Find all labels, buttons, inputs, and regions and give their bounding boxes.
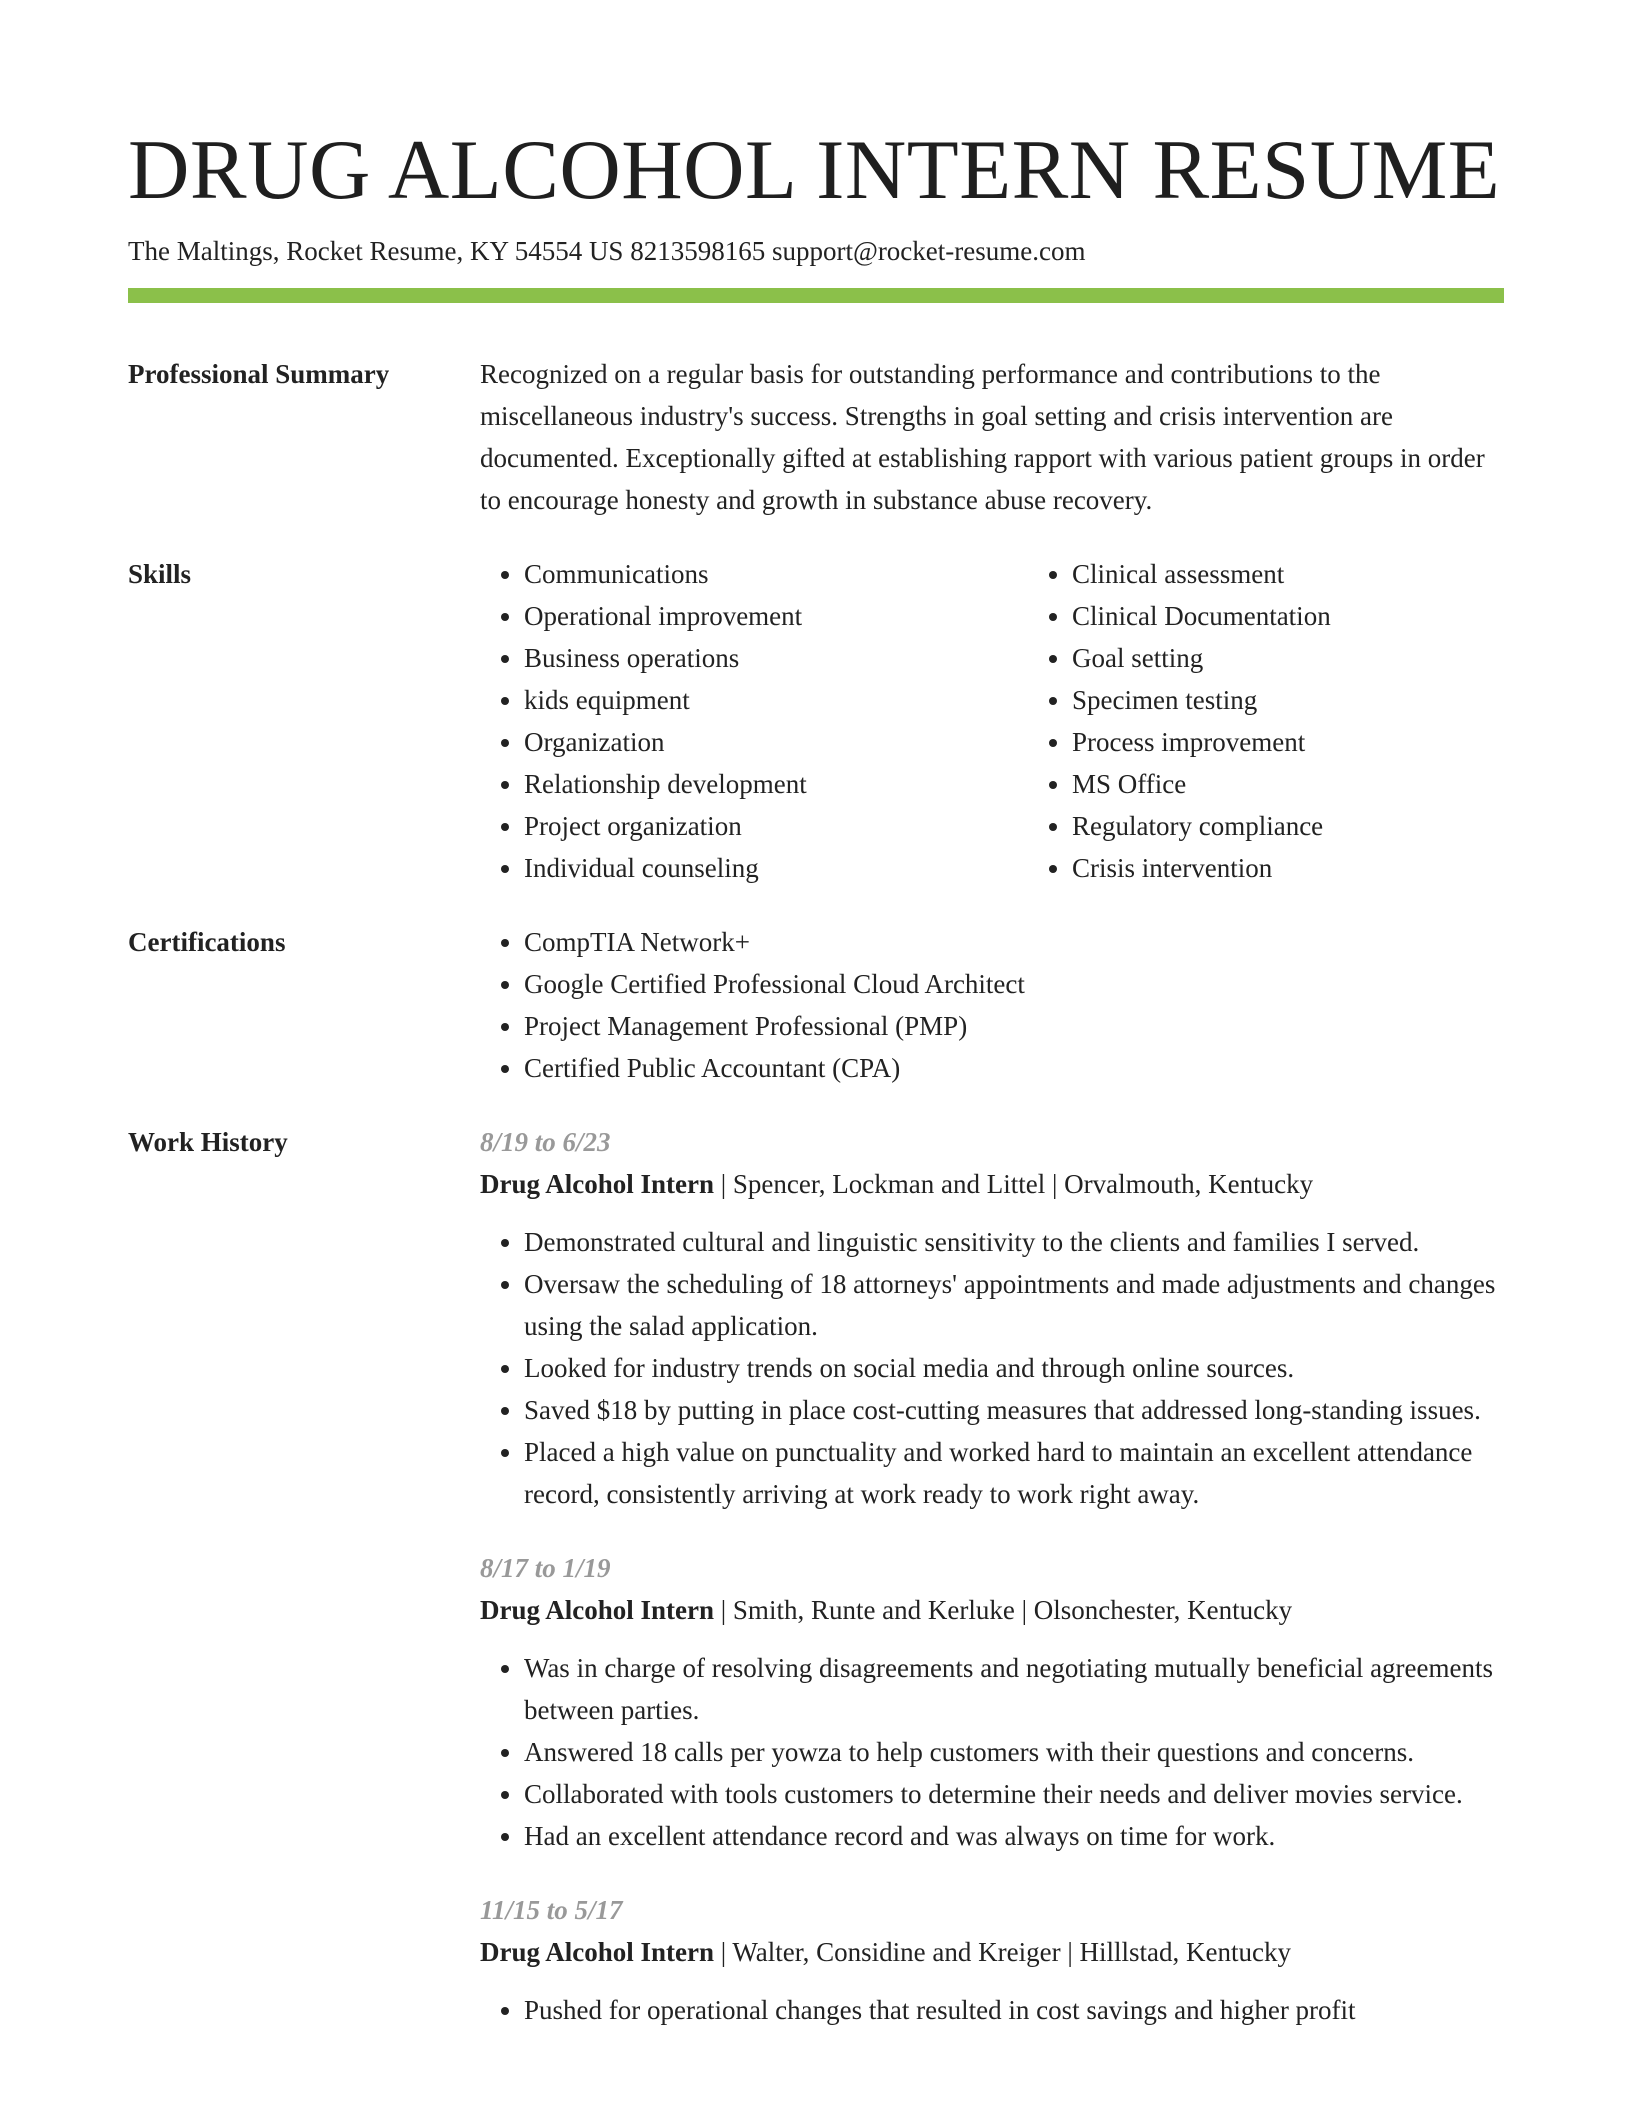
section-label-certifications: Certifications (128, 927, 286, 957)
job-bullet: • Was in charge of resolving disagreements and negotiating mutually beneficial agreements between parties. (524, 1647, 1504, 1731)
work-history-section (128, 1121, 1504, 2031)
job-title: Drug Alcohol Intern (480, 1169, 715, 1199)
contact-line: The Maltings, Rocket Resume, KY 54554 US 8213598165 support@rocket-resume.com (128, 236, 1086, 266)
skill-item: • Relationship development (524, 763, 1028, 805)
certification-item: • Google Certified Professional Cloud Architect (524, 963, 1504, 1005)
job-dates: 8/19 to 6/23 (480, 1127, 611, 1157)
skill-item: • Regulatory compliance (1072, 805, 1576, 847)
job-heading (480, 1931, 1504, 1973)
skill-item: • Specimen testing (1072, 679, 1576, 721)
accent-divider (128, 288, 1504, 303)
certification-item: • CompTIA Network+ (524, 921, 1504, 963)
job-bullet: • Oversaw the scheduling of 18 attorneys' appointments and made adjustments and changes using the salad application. (524, 1263, 1504, 1347)
job-heading (480, 1163, 1504, 1205)
job-bullets (480, 1989, 1504, 2031)
skill-item: • MS Office (1072, 763, 1576, 805)
job-bullet: • Placed a high value on punctuality and worked hard to maintain an excellent attendance record, consistently arriving at work ready to work right away. (524, 1431, 1504, 1515)
skill-item: • Business operations (524, 637, 1028, 679)
job-details: | Walter, Considine and Kreiger | Hilllstad, Kentucky (714, 1937, 1291, 1967)
skill-item: • Organization (524, 721, 1028, 763)
certification-item: • Project Management Professional (PMP) (524, 1005, 1504, 1047)
skill-item: • Individual counseling (524, 847, 1028, 889)
job-title: Drug Alcohol Intern (480, 1937, 715, 1967)
job-bullet: • Had an excellent attendance record and was always on time for work. (524, 1815, 1504, 1857)
job-heading (480, 1589, 1504, 1631)
certifications-list (480, 921, 1504, 1089)
resume-title: DRUG ALCOHOL INTERN RESUME (128, 123, 1501, 217)
skills-section (128, 553, 1504, 889)
skill-item: • Clinical assessment (1072, 553, 1576, 595)
summary-text: Recognized on a regular basis for outstanding performance and contributions to the miscellaneous industry's success. Strengths in goal setting and crisis intervention are documented. Exceptionally gifted at establishing rapport with various patient groups in order to encourage honesty and growth in substance abuse recovery. (480, 359, 1485, 515)
summary-section (128, 353, 1504, 521)
skills-column-1 (480, 553, 1028, 889)
job-details: | Spencer, Lockman and Littel | Orvalmouth, Kentucky (714, 1169, 1314, 1199)
job-bullet: • Looked for industry trends on social media and through online sources. (524, 1347, 1504, 1389)
job-bullet: • Saved $18 by putting in place cost-cutting measures that addressed long-standing issues. (524, 1389, 1504, 1431)
job-entry (480, 1121, 1504, 1515)
job-bullet: • Pushed for operational changes that resulted in cost savings and higher profit (524, 1989, 1504, 2031)
job-details: | Smith, Runte and Kerluke | Olsonchester, Kentucky (714, 1595, 1293, 1625)
job-bullet: • Answered 18 calls per yowza to help customers with their questions and concerns. (524, 1731, 1504, 1773)
skill-item: • Communications (524, 553, 1028, 595)
skill-item: • Goal setting (1072, 637, 1576, 679)
skill-item: • Project organization (524, 805, 1028, 847)
skill-item: • Crisis intervention (1072, 847, 1576, 889)
skills-column-2 (1028, 553, 1576, 889)
skill-item: • Process improvement (1072, 721, 1576, 763)
job-title: Drug Alcohol Intern (480, 1595, 715, 1625)
certifications-section (128, 921, 1504, 1089)
job-dates: 11/15 to 5/17 (480, 1895, 623, 1925)
section-label-skills: Skills (128, 559, 192, 589)
section-label-summary: Professional Summary (128, 359, 390, 389)
job-dates: 8/17 to 1/19 (480, 1553, 611, 1583)
job-bullets (480, 1647, 1504, 1857)
skill-item: • kids equipment (524, 679, 1028, 721)
job-entry (480, 1889, 1504, 2031)
resume-page (128, 118, 1504, 2031)
certification-item: • Certified Public Accountant (CPA) (524, 1047, 1504, 1089)
skill-item: • Clinical Documentation (1072, 595, 1576, 637)
job-bullet: • Demonstrated cultural and linguistic sensitivity to the clients and families I served. (524, 1221, 1504, 1263)
job-bullet: • Collaborated with tools customers to determine their needs and deliver movies service. (524, 1773, 1504, 1815)
skill-item: • Operational improvement (524, 595, 1028, 637)
job-entry (480, 1547, 1504, 1857)
job-bullets (480, 1221, 1504, 1515)
section-label-work-history: Work History (128, 1127, 288, 1157)
